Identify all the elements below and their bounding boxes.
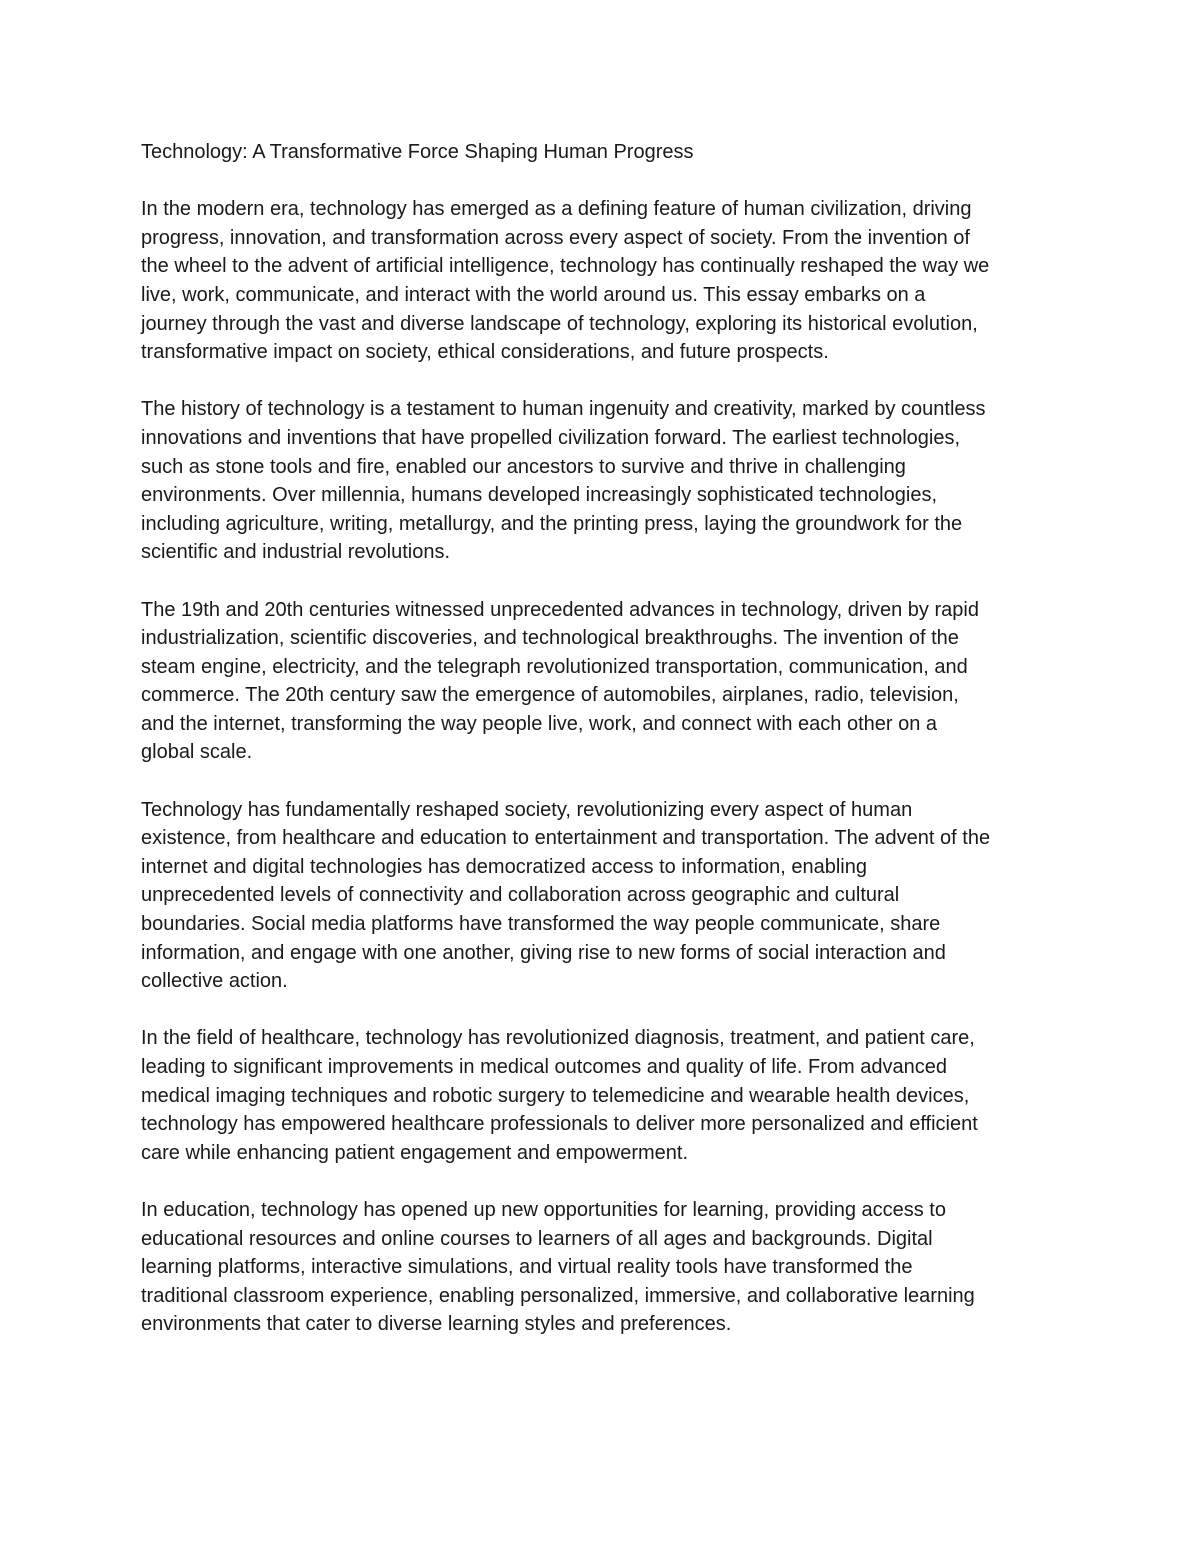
paragraph-line: and the internet, transforming the way people live, work, and connect with each other on a (141, 712, 938, 735)
paragraph-line: the wheel to the advent of artificial intelligence, technology has continually reshaped the way we (141, 255, 990, 278)
paragraph-line: The 19th and 20th centuries witnessed unprecedented advances in technology, driven by rapid (141, 598, 979, 621)
paragraph-line: such as stone tools and fire, enabled our ancestors to survive and thrive in challenging (141, 455, 906, 478)
paragraph-line: global scale. (141, 741, 253, 764)
paragraph-line: including agriculture, writing, metallurgy, and the printing press, laying the groundwork for the (141, 512, 963, 535)
paragraph-line: information, and engage with one another, giving rise to new forms of social interaction and (141, 941, 946, 964)
paragraph (141, 1024, 1071, 1167)
paragraph-line: technology has empowered healthcare professionals to deliver more personalized and efficient (141, 1113, 978, 1136)
paragraph-list (141, 195, 1071, 1339)
paragraph-line: environments that cater to diverse learning styles and preferences. (141, 1313, 732, 1336)
paragraph-line: learning platforms, interactive simulations, and virtual reality tools have transformed the (141, 1256, 913, 1279)
paragraph-line: In education, technology has opened up new opportunities for learning, providing access to (141, 1198, 946, 1221)
paragraph-line: journey through the vast and diverse landscape of technology, exploring its historical evolution, (141, 312, 978, 335)
paragraph-line: In the modern era, technology has emerged as a defining feature of human civilization, driving (141, 198, 972, 221)
paragraph-line: care while enhancing patient engagement and empowerment. (141, 1141, 689, 1164)
paragraph (141, 596, 1071, 768)
paragraph-line: steam engine, electricity, and the telegraph revolutionized transportation, communication, and (141, 655, 968, 678)
paragraph (141, 195, 1071, 367)
paragraph-line: In the field of healthcare, technology has revolutionized diagnosis, treatment, and patient care, (141, 1027, 975, 1050)
paragraph-line: progress, innovation, and transformation across every aspect of society. From the invention of (141, 226, 970, 249)
paragraph-line: medical imaging techniques and robotic surgery to telemedicine and wearable health devices, (141, 1084, 970, 1107)
paragraph-line: live, work, communicate, and interact with the world around us. This essay embarks on a (141, 283, 926, 306)
paragraph (141, 1196, 1071, 1339)
paragraph (141, 395, 1071, 567)
paragraph-line: innovations and inventions that have propelled civilization forward. The earliest technologies, (141, 426, 961, 449)
document-body (141, 138, 1071, 1368)
paragraph-line: existence, from healthcare and education to entertainment and transportation. The advent of the (141, 827, 991, 850)
paragraph (141, 796, 1071, 996)
paragraph-line: industrialization, scientific discoveries, and technological breakthroughs. The invention of the (141, 627, 959, 650)
paragraph-line: commerce. The 20th century saw the emergence of automobiles, airplanes, radio, television, (141, 684, 959, 707)
paragraph-line: educational resources and online courses to learners of all ages and backgrounds. Digital (141, 1227, 933, 1250)
paragraph-line: The history of technology is a testament to human ingenuity and creativity, marked by countless (141, 398, 986, 421)
document-title: Technology: A Transformative Force Shaping Human Progress (141, 141, 694, 163)
paragraph-line: traditional classroom experience, enabling personalized, immersive, and collaborative learning (141, 1284, 975, 1307)
paragraph-line: unprecedented levels of connectivity and collaboration across geographic and cultural (141, 884, 900, 907)
paragraph-line: environments. Over millennia, humans developed increasingly sophisticated technologies, (141, 484, 937, 507)
paragraph-line: transformative impact on society, ethical considerations, and future prospects. (141, 341, 829, 364)
paragraph-line: collective action. (141, 970, 288, 993)
paragraph-line: leading to significant improvements in medical outcomes and quality of life. From advanced (141, 1056, 947, 1078)
paragraph-line: scientific and industrial revolutions. (141, 541, 451, 564)
paragraph-line: internet and digital technologies has democratized access to information, enabling (141, 855, 867, 878)
paragraph-line: boundaries. Social media platforms have transformed the way people communicate, share (141, 913, 941, 936)
paragraph-line: Technology has fundamentally reshaped society, revolutionizing every aspect of human (141, 798, 913, 821)
